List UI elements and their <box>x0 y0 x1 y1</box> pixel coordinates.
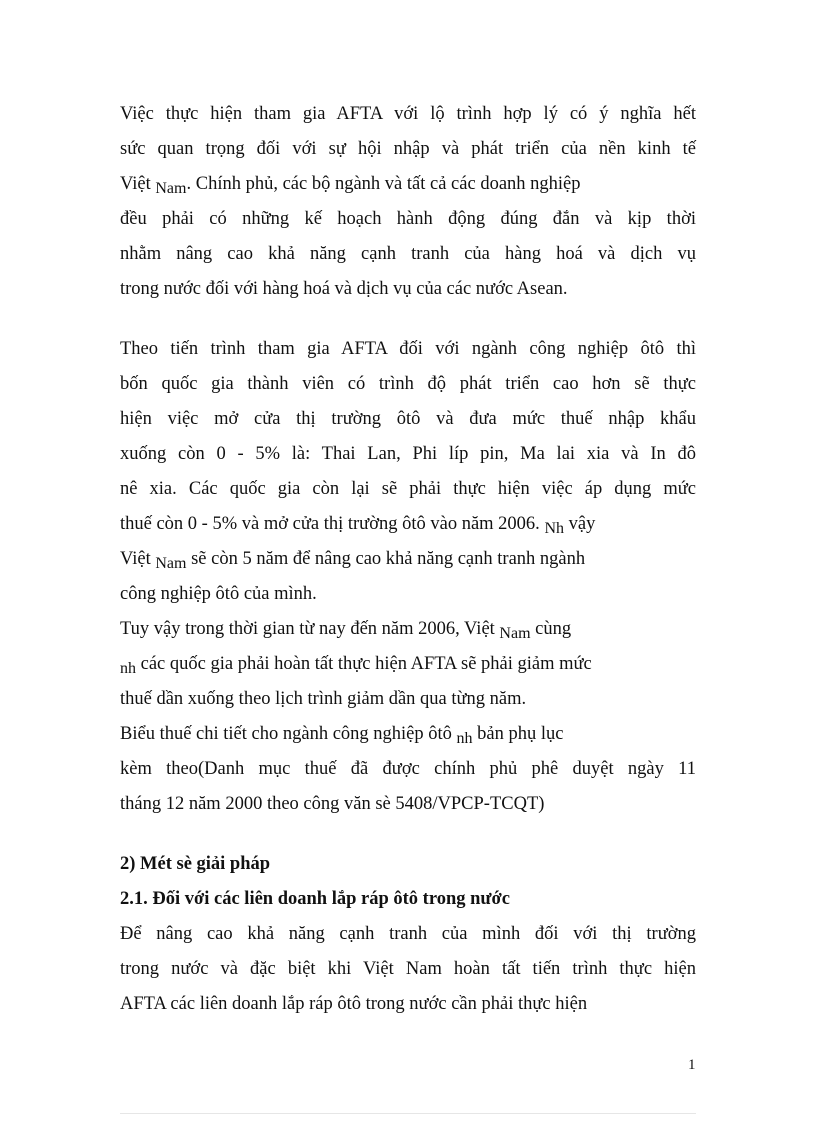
text: Việt <box>120 174 156 194</box>
paragraph-4-line-3: tháng 12 năm 2000 theo công văn sè 5408/VPCP-TCQT) <box>120 794 545 814</box>
paragraph-2-line-4: xuống còn 0 - 5% là: Thai Lan, Phi líp pin, Ma lai xia và In đô <box>120 444 696 464</box>
paragraph-5-line-3: AFTA các liên doanh lắp ráp ôtô trong nước cần phải thực hiện <box>120 994 588 1014</box>
text: sẽ còn 5 năm để nâng cao khả năng cạnh tranh ngành <box>186 549 586 569</box>
paragraph-4-line-1 <box>120 722 696 747</box>
footer-divider <box>120 1113 696 1114</box>
paragraph-5-line-2: trong nước và đặc biệt khi Việt Nam hoàn tất tiến trình thực hiện <box>120 959 696 979</box>
page-number: 1 <box>688 1057 696 1073</box>
paragraph-2-line-1: Theo tiến trình tham gia AFTA đối với ngành công nghiệp ôtô thì <box>120 339 696 359</box>
paragraph-1-line-4: đều phải có những kế hoạch hành động đúng đắn và kịp thời <box>120 209 696 229</box>
text: Tuy vậy trong thời gian từ nay đến năm 2006, Việt <box>120 619 500 639</box>
text: Nh <box>544 520 564 537</box>
paragraph-2-line-8: công nghiệp ôtô của mình. <box>120 584 317 604</box>
text: . Chính phủ, các bộ ngành và tất cả các doanh nghiệp <box>186 174 581 194</box>
paragraph-1-line-6: trong nước đối với hàng hoá và dịch vụ của các nước Asean. <box>120 279 568 299</box>
paragraph-3-line-2 <box>120 652 696 677</box>
paragraph-1-line-5: nhằm nâng cao khả năng cạnh tranh của hàng hoá và dịch vụ <box>120 244 696 264</box>
paragraph-5-line-1: Để nâng cao khả năng cạnh tranh của mình đối với thị trường <box>120 924 696 944</box>
paragraph-2-line-3: hiện việc mở cửa thị trường ôtô và đưa mức thuế nhập khẩu <box>120 409 696 429</box>
paragraph-2-line-7 <box>120 547 696 572</box>
text: Biểu thuế chi tiết cho ngành công nghiệp ôtô <box>120 724 457 744</box>
paragraph-4-line-2: kèm theo(Danh mục thuế đã được chính phủ phê duyệt ngày 11 <box>120 759 696 779</box>
text: nh <box>120 660 136 677</box>
paragraph-3-line-1 <box>120 617 696 642</box>
paragraph-1-line-2: sức quan trọng đối với sự hội nhập và phát triển của nền kinh tế <box>120 139 696 159</box>
paragraph-2-line-5: nê xia. Các quốc gia còn lại sẽ phải thực hiện việc áp dụng mức <box>120 479 696 499</box>
paragraph-1-line-1: Việc thực hiện tham gia AFTA với lộ trình hợp lý có ý nghĩa hết <box>120 104 696 124</box>
paragraph-1-line-3 <box>120 172 696 197</box>
text: các quốc gia phải hoàn tất thực hiện AFTA sẽ phải giảm mức <box>136 654 592 674</box>
text: nh <box>456 730 473 747</box>
text: Nam <box>155 555 187 572</box>
paragraph-2-line-2: bốn quốc gia thành viên có trình độ phát triển cao hơn sẽ thực <box>120 374 696 394</box>
text: Việt <box>120 549 156 569</box>
text: bản phụ lục <box>472 724 564 744</box>
text: cùng <box>530 619 572 639</box>
text: thuế còn 0 - 5% và mở cửa thị trường ôtô vào năm 2006. <box>120 514 545 534</box>
subsection-heading: 2.1. Đối với các liên doanh lắp ráp ôtô trong nước <box>120 889 510 909</box>
paragraph-3-line-3: thuế dần xuống theo lịch trình giảm dần qua từng năm. <box>120 689 527 709</box>
text: vậy <box>564 514 596 534</box>
paragraph-2-line-6 <box>120 512 696 537</box>
text: Nam <box>155 180 187 197</box>
text: Nam <box>499 625 531 642</box>
section-heading: 2) Mét sè giải pháp <box>120 854 271 874</box>
